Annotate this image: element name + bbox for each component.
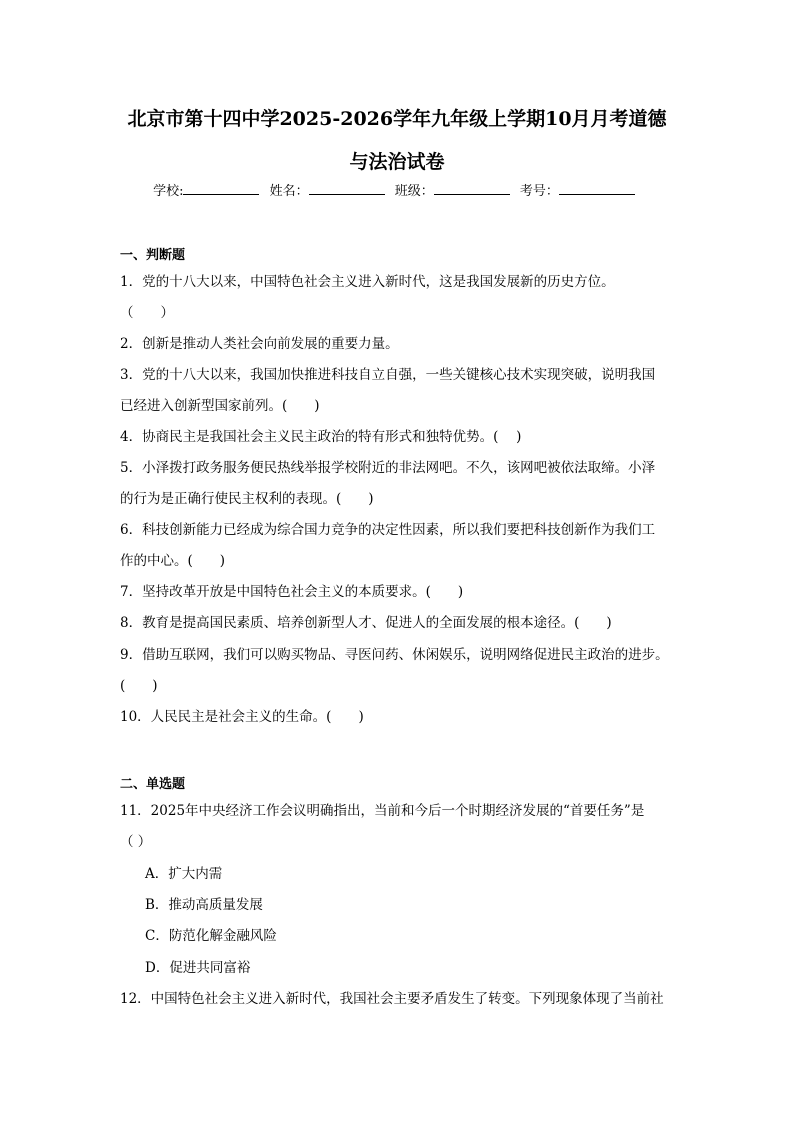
question-5-line-2: 的行为是正确行使民主权利的表现。( )	[120, 491, 374, 507]
question-11-line-2: （ ）	[120, 834, 152, 850]
question-3-line-1: 3．党的十八大以来，我国加快推进科技自立自强，一些关键核心技术实现突破，说明我国	[120, 367, 656, 383]
class-label: 班级：	[394, 184, 434, 199]
name-label: 姓名：	[269, 184, 309, 199]
question-6-line-2: 作的中心。( )	[120, 553, 226, 569]
question-2-line-1: 2．创新是推动人类社会向前发展的重要力量。	[120, 336, 399, 352]
question-8-line-1: 8．教育是提高国民素质、培养创新型人才、促进人的全面发展的根本途径。( )	[120, 615, 612, 631]
school-blank[interactable]	[183, 182, 259, 195]
question-1-line-2: （ ）	[120, 305, 174, 321]
question-6-line-1: 6．科技创新能力已经成为综合国力竞争的决定性因素，所以我们要把科技创新作为我们工	[120, 522, 656, 538]
question-11-option-c: C．防范化解金融风险	[145, 928, 277, 944]
question-7-line-1: 7．坚持改革开放是中国特色社会主义的本质要求。( )	[120, 584, 464, 600]
section-heading-judgment: 一、判断题	[120, 248, 186, 263]
question-11-option-a: A．扩大内需	[145, 866, 223, 882]
class-blank[interactable]	[434, 182, 510, 195]
question-5-line-1: 5．小泽拨打政务服务便民热线举报学校附近的非法网吧。不久，该网吧被依法取缔。小泽	[120, 460, 656, 476]
exam-title-line-1: 北京市第十四中学2025-2026学年九年级上学期10月月考道德	[127, 108, 667, 130]
question-11-option-d: D．促进共同富裕	[145, 960, 251, 976]
question-9-line-2: ( )	[120, 678, 158, 694]
student-info-row	[0, 180, 794, 199]
question-10-line-1: 10．人民民主是社会主义的生命。( )	[120, 709, 364, 725]
question-4-line-1: 4．协商民主是我国社会主义民主政治的特有形式和独特优势。( )	[120, 429, 522, 445]
exam-number-label: 考号：	[519, 184, 559, 199]
section-heading-single-choice: 二、单选题	[120, 777, 186, 792]
question-3-line-2: 已经进入创新型国家前列。( )	[120, 398, 320, 414]
name-blank[interactable]	[309, 182, 385, 195]
question-12-line-1: 12．中国特色社会主义进入新时代，我国社会主要矛盾发生了转变。下列现象体现了当前社	[120, 991, 664, 1007]
question-11-option-b: B．推动高质量发展	[145, 897, 263, 913]
exam-number-blank[interactable]	[559, 182, 635, 195]
exam-title-line-2: 与法治试卷	[349, 151, 445, 173]
question-11-line-1: 11．2025年中央经济工作会议明确指出，当前和今后一个时期经济发展的“首要任务”是	[120, 803, 645, 819]
question-9-line-1: 9．借助互联网，我们可以购买物品、寻医问药、休闲娱乐，说明网络促进民主政治的进步。	[120, 647, 669, 663]
question-1-line-1: 1．党的十八大以来，中国特色社会主义进入新时代，这是我国发展新的历史方位。	[120, 274, 615, 290]
school-label: 学校:	[153, 184, 184, 199]
